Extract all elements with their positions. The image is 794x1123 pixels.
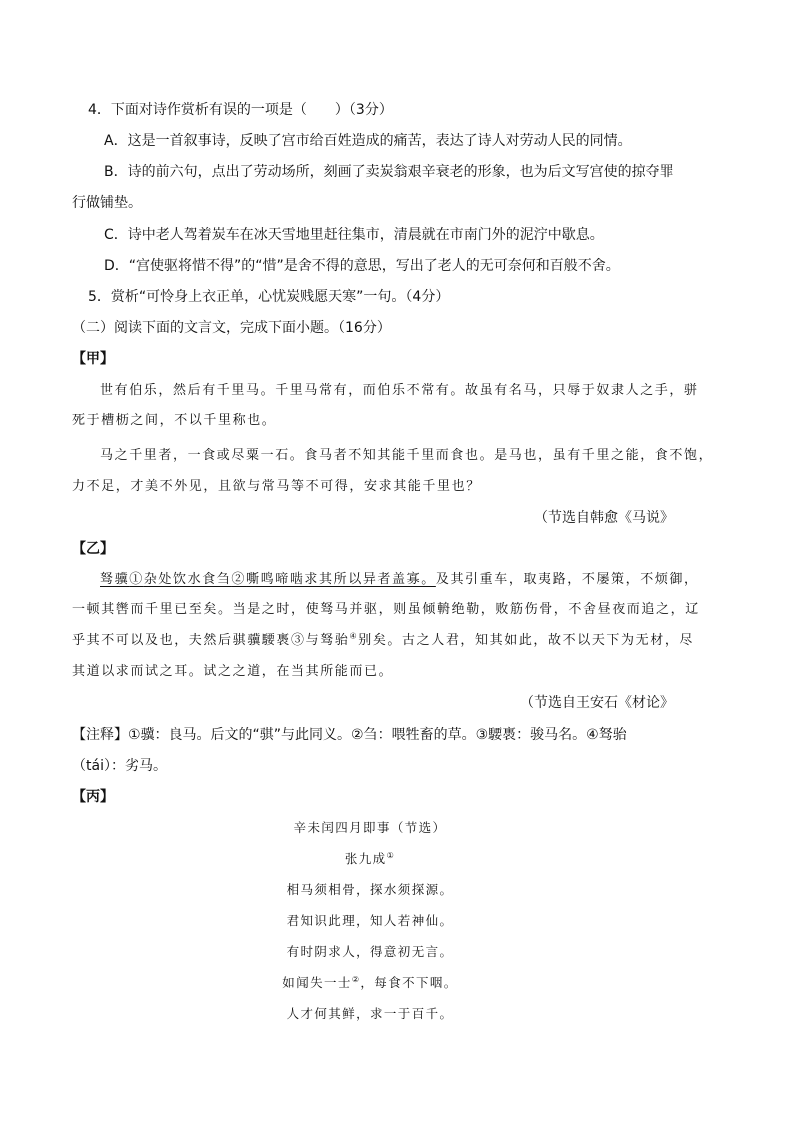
poem-line-1: 相马须相骨，探水须探源。 (286, 882, 454, 897)
poem-author (0, 849, 740, 869)
q4-option-a: A．这是一首叙事诗，反映了宫市给百姓造成的痛苦，表达了诗人对劳动人民的同情。 (104, 133, 632, 149)
poem-line-3: 有时阴求人，得意初无言。 (286, 944, 454, 959)
q4-stem: 4．下面对诗作赏析有误的一项是（ ）（3分） (88, 102, 393, 118)
jia-p2-line1: 马之千里者，一食或尽粟一石。食马者不知其能千里而食也。是马也，虽有千里之能，食不饱， (100, 448, 714, 463)
poem-author-note: ① (386, 850, 396, 860)
yi-p1-line3 (72, 631, 694, 651)
section2-heading: （二）阅读下面的文言文，完成下面小题。（16分） (72, 320, 391, 336)
poem-line-5: 人才何其鲜，求一于百千。 (286, 1006, 454, 1021)
poem-line-4-note: ② (351, 974, 361, 984)
yi-underlined-2: 杂处饮水食刍 (143, 572, 232, 587)
notes-line1: 【注释】①骥：良马。后文的“骐”与此同义。②刍：喂牲畜的草。③騕褭：骏马名。④驽骀 (72, 727, 627, 743)
poem-line-4-a: 如闻失一士 (282, 975, 352, 990)
poem-line-4 (0, 973, 740, 993)
jia-p2-line2: 力不足，才美不外见，且欲与常马等不可得，安求其能千里也？ (72, 479, 481, 494)
poem-title: 辛未闰四月即事（节选） (293, 820, 447, 835)
yi-note-ref-3: ③ (291, 633, 306, 648)
poem-line-4-b: ，每食不下咽。 (360, 975, 458, 990)
q4-option-b-line1: B．诗的前六句，点出了劳动场所，刻画了卖炭翁艰辛衰老的形象，也为后文写宫使的掠夺罪 (104, 164, 674, 180)
yi-p1-line3-c: 别矣。古之人君，知其如此，故不以天下为无材，尽 (358, 633, 695, 648)
yi-p1-line3-a: 乎其不可以及也，夫然后骐骥騕褭 (72, 633, 292, 648)
jia-p1-line1: 世有伯乐，然后有千里马。千里马常有，而伯乐不常有。故虽有名马，只辱于奴隶人之手，骈 (100, 383, 699, 398)
yi-note-ref-4: ④ (349, 631, 359, 641)
q5-stem: 5．赏析“可怜身上衣正单，心忧炭贱愿天寒”一句。（4分） (88, 289, 450, 305)
yi-p1-line1 (100, 570, 699, 590)
q4-option-c: C．诗中老人驾着炭车在冰天雪地里赶往集市，清晨就在市南门外的泥泞中歇息。 (104, 227, 604, 243)
yi-p1-line3-b: 与驽骀 (305, 633, 350, 648)
yi-label: 【乙】 (72, 541, 114, 557)
poem-author-name: 张九成 (344, 851, 387, 866)
poem-line-2: 君知识此理，知人若神仙。 (286, 913, 454, 928)
yi-p1-line4: 其道以求而试之耳。试之之道，在当其所能而已。 (72, 664, 394, 679)
yi-underlined-3: 嘶鸣啼啮求其所以异者盖寡。 (246, 572, 436, 587)
q4-option-b-line2: 行做铺垫。 (72, 195, 142, 211)
yi-p1-line2: 一顿其辔而千里已至矣。当是之时，使驽马并驱，则虽倾輈绝勒，败筋伤骨，不舍昼夜而追之，辽 (72, 602, 700, 617)
q4-option-d: D．“宫使驱将惜不得”的“惜”是舍不得的意思，写出了老人的无可奈何和百般不舍。 (104, 258, 620, 274)
jia-label: 【甲】 (72, 351, 114, 367)
jia-source: （节选自韩愈《马说》 (534, 510, 674, 526)
yi-source: （节选自王安石《材论》 (520, 695, 674, 711)
yi-note-ref-2: ② (231, 572, 247, 587)
bing-label: 【丙】 (72, 789, 114, 805)
yi-p1-line1-rest: 及其引重车，取夷路，不屡策，不烦御， (435, 572, 699, 587)
jia-p1-line2: 死于槽枥之间，不以千里称也。 (72, 413, 277, 428)
yi-note-ref-1: ① (129, 572, 144, 587)
yi-underlined-1: 驽骥 (100, 572, 130, 587)
notes-line2: （tái）：劣马。 (72, 758, 167, 774)
